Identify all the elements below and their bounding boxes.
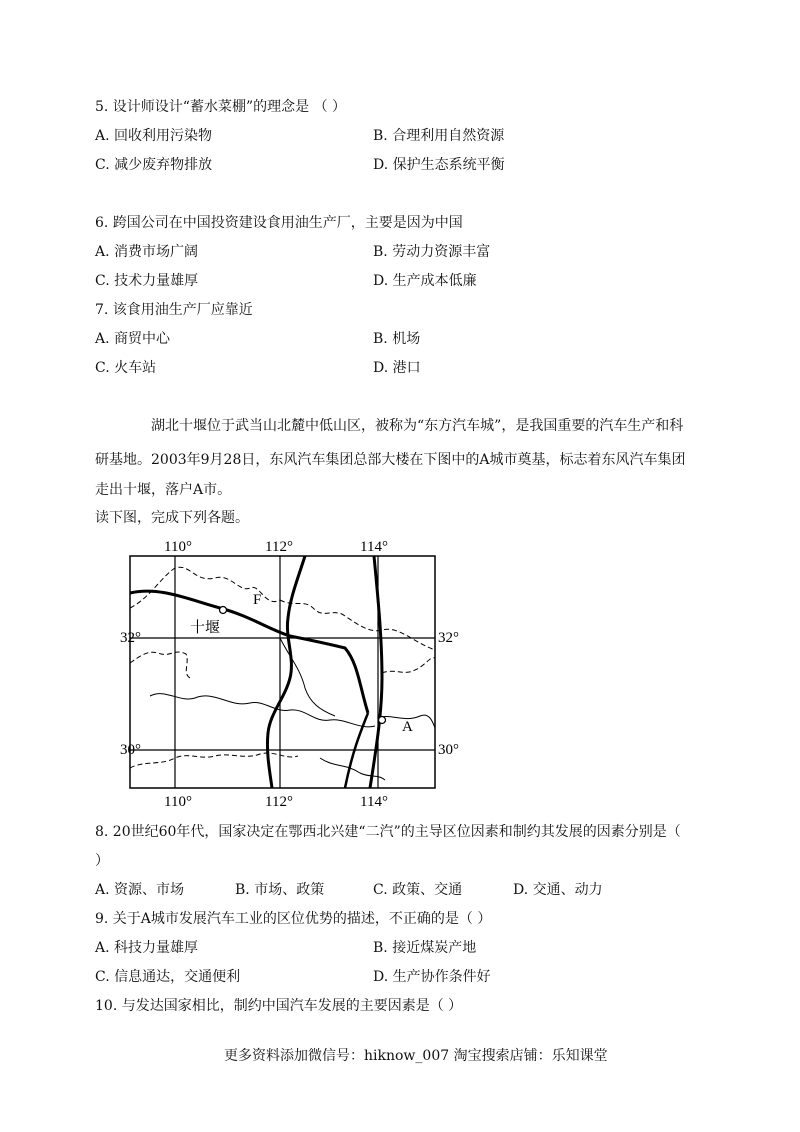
q8-option-c: C. 政策、交通 bbox=[373, 882, 463, 898]
boundary-east bbox=[382, 658, 435, 673]
question-8-stem-line1: 8. 20世纪60年代，国家决定在鄂西北兴建“二汽”的主导区位因素和制约其发展的因素分别是（ bbox=[95, 824, 681, 840]
shiyan-city-marker bbox=[220, 607, 227, 614]
lon-bottom-110: 110° bbox=[164, 794, 192, 810]
passage-line-1: 湖北十堰位于武当山北麓中低山区，被称为“东方汽车城”，是我国重要的汽车生产和科 bbox=[151, 418, 684, 434]
river-han bbox=[280, 638, 335, 716]
footer-text: 更多资料添加微信号：hiknow_007 淘宝搜索店铺：乐知课堂 bbox=[224, 1048, 608, 1064]
lat-left-30: 30° bbox=[120, 742, 141, 758]
lat-right-30: 30° bbox=[438, 742, 459, 758]
q6-option-d: D. 生产成本低廉 bbox=[373, 273, 477, 289]
q5-option-a: A. 回收利用污染物 bbox=[95, 128, 213, 144]
boundary-south bbox=[130, 753, 298, 768]
hubei-map bbox=[120, 538, 459, 810]
city-label-shiyan: 十堰 bbox=[190, 618, 221, 636]
map-instruction: 读下图，完成下列各题。 bbox=[95, 510, 249, 526]
question-6-stem: 6. 跨国公司在中国投资建设食用油生产厂，主要是因为中国 bbox=[95, 215, 463, 231]
q5-option-c: C. 减少废弃物排放 bbox=[95, 157, 213, 173]
q9-option-d: D. 生产协作条件好 bbox=[373, 969, 491, 985]
q6-option-b: B. 劳动力资源丰富 bbox=[373, 244, 491, 260]
point-label-a: A bbox=[402, 719, 413, 735]
lon-top-112: 112° bbox=[265, 539, 293, 555]
lon-top-114: 114° bbox=[360, 539, 388, 555]
question-9-stem: 9. 关于A城市发展汽车工业的区位优势的描述，不正确的是（ ） bbox=[95, 911, 492, 927]
passage-line-2: 研基地。2003年9月28日，东风汽车集团总部大楼在下图中的A城市奠基，标志着东风汽车集团 bbox=[95, 452, 686, 468]
boundary-west bbox=[130, 652, 190, 678]
passage-line-3: 走出十堰，落户A市。 bbox=[95, 482, 232, 498]
question-5-stem: 5. 设计师设计“蓄水菜棚”的理念是 （ ） bbox=[95, 99, 347, 115]
railway-jingguang bbox=[370, 556, 382, 788]
map-frame bbox=[130, 556, 435, 788]
river-yangtze bbox=[150, 694, 375, 727]
lon-top-110: 110° bbox=[164, 539, 192, 555]
q7-option-d: D. 港口 bbox=[373, 360, 421, 376]
lat-right-32: 32° bbox=[438, 630, 459, 646]
q5-option-d: D. 保护生态系统平衡 bbox=[373, 157, 505, 173]
q7-option-b: B. 机场 bbox=[373, 331, 421, 347]
q5-option-b: B. 合理利用自然资源 bbox=[373, 128, 505, 144]
q9-option-b: B. 接近煤炭产地 bbox=[373, 940, 477, 956]
q8-option-a: A. 资源、市场 bbox=[95, 882, 185, 898]
question-7-stem: 7. 该食用油生产厂应靠近 bbox=[95, 302, 253, 318]
q8-option-b: B. 市场、政策 bbox=[235, 882, 325, 898]
question-10-stem: 10. 与发达国家相比，制约中国汽车发展的主要因素是（ ） bbox=[95, 998, 463, 1014]
q6-option-a: A. 消费市场广阔 bbox=[95, 244, 199, 260]
q7-option-c: C. 火车站 bbox=[95, 360, 157, 376]
point-label-f: F bbox=[253, 592, 262, 608]
lat-left-32: 32° bbox=[120, 630, 141, 646]
lon-bottom-114: 114° bbox=[360, 794, 388, 810]
q6-option-c: C. 技术力量雄厚 bbox=[95, 273, 199, 289]
q9-option-a: A. 科技力量雄厚 bbox=[95, 940, 199, 956]
q8-option-d: D. 交通、动力 bbox=[513, 882, 603, 898]
q9-option-c: C. 信息通达，交通便利 bbox=[95, 969, 241, 985]
city-a-marker bbox=[379, 717, 386, 724]
lon-bottom-112: 112° bbox=[265, 794, 293, 810]
question-8-stem-line2: ） bbox=[95, 853, 109, 869]
q7-option-a: A. 商贸中心 bbox=[95, 331, 171, 347]
